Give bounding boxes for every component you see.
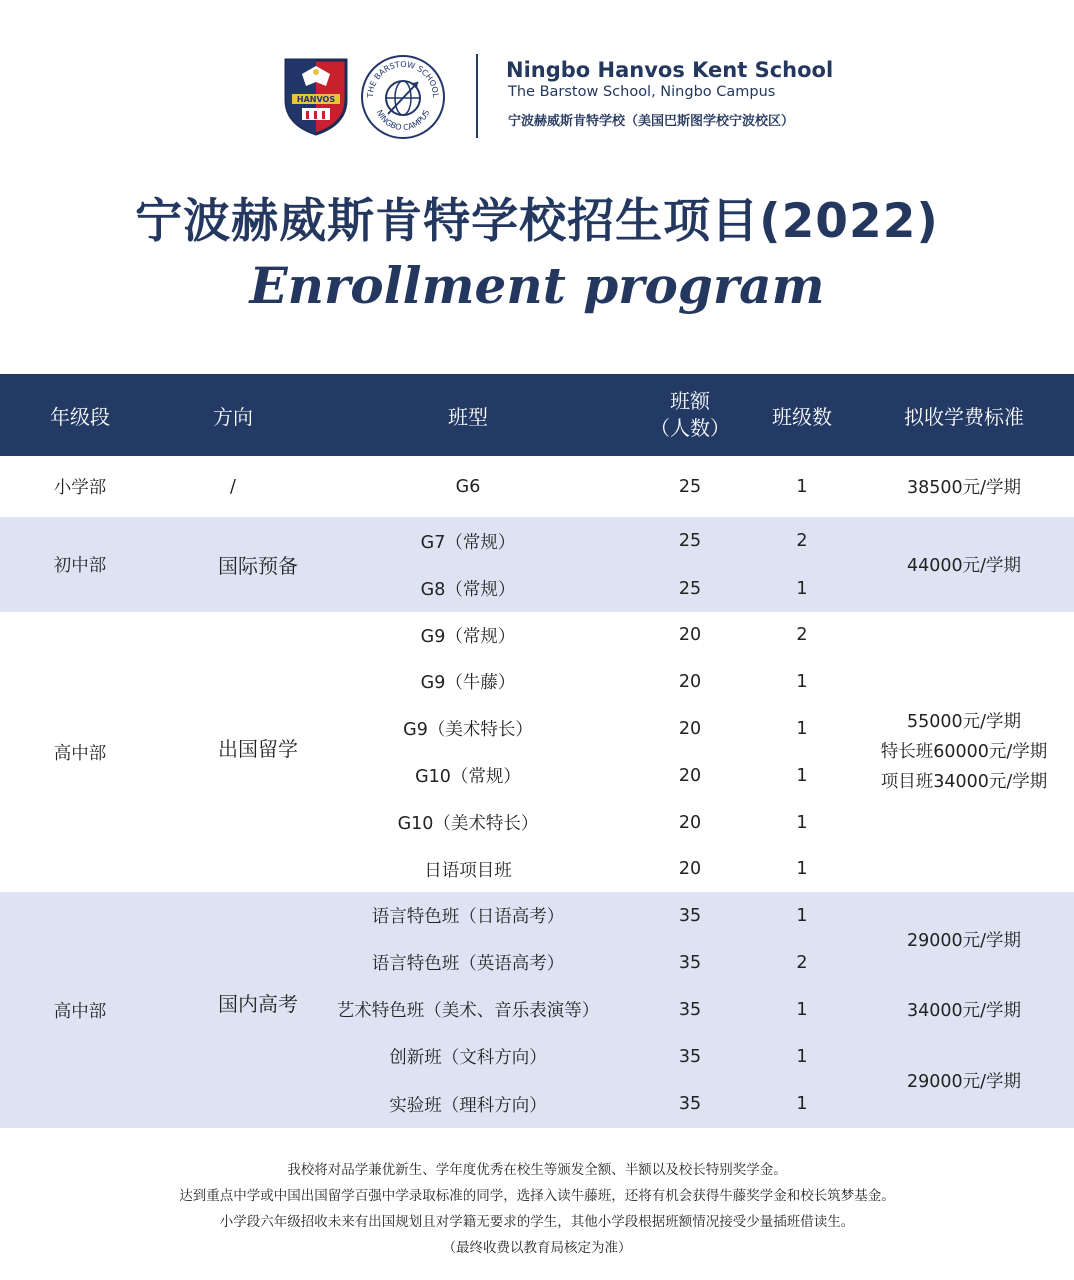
hanvos-crest-logo [282, 56, 350, 136]
class-count-cell: 2 [796, 531, 808, 551]
class-count-cell: 2 [796, 952, 808, 973]
school-subtitle-en: The Barstow School, Ningbo Campus [508, 84, 776, 100]
header-quota [630, 374, 750, 456]
class-count-cell: 1 [796, 765, 808, 786]
seal-text-bottom: NINGBO CAMPUS [374, 108, 432, 133]
fee-cell: 38500元/学期 [906, 478, 1022, 498]
class-type-cell: G10（常规） [415, 767, 521, 787]
quota-cell: 25 [678, 476, 702, 497]
crest-banner-text: HANVOS [296, 95, 336, 104]
header-class-count: 班级数 [772, 404, 832, 429]
class-count-cell: 1 [796, 578, 808, 599]
class-type-cell: G8（常规） [420, 580, 516, 600]
header-class-type: 班型 [448, 404, 488, 429]
quota-cell: 35 [678, 952, 702, 973]
class-count-cell: 1 [796, 905, 808, 926]
header-direction: 方向 [213, 404, 253, 429]
quota-cell: 20 [678, 859, 702, 879]
class-type-cell: 日语项目班 [424, 860, 512, 881]
note-scholarship: 我校将对品学兼优新生、学年度优秀在校生等颁发全额、半额以及校长特别奖学金。 [287, 1162, 787, 1178]
school-name-cn: 宁波赫威斯肯特学校（美国巴斯图学校宁波校区） [508, 114, 795, 129]
barstow-seal-logo [360, 54, 446, 140]
grade-cell: 高中部 [53, 743, 107, 764]
class-type-cell: G9（美术特长） [403, 720, 533, 740]
class-count-cell: 1 [796, 718, 808, 739]
class-type-cell: G6 [455, 476, 481, 497]
header-fee: 拟收学费标准 [904, 404, 1024, 429]
direction-cell: / [230, 476, 236, 497]
class-type-cell: 语言特色班（日语高考） [371, 907, 565, 927]
quota-cell: 20 [678, 625, 702, 645]
fee-cell: 34000元/学期 [906, 1001, 1022, 1021]
note-primary-admission: 小学段六年级招收未来有出国规划且对学籍无要求的学生，其他小学段根据班额情况接受少量插班借读生。 [219, 1214, 855, 1230]
direction-cell: 出国留学 [218, 736, 298, 761]
class-type-cell: G9（常规） [420, 626, 516, 647]
quota-cell: 20 [678, 718, 702, 739]
page-title-cn: 宁波赫威斯肯特学校招生项目(2022) [135, 194, 939, 249]
group-middle [0, 517, 1074, 612]
note-final-fees: （最终收费以教育局核定为准） [442, 1240, 632, 1256]
class-type-cell: 创新班（文科方向） [389, 1048, 547, 1068]
class-count-cell: 1 [796, 812, 808, 833]
class-type-cell: G9（牛藤） [420, 673, 516, 693]
class-count-cell: 1 [796, 859, 808, 879]
quota-cell: 20 [678, 671, 702, 692]
quota-cell: 35 [678, 905, 702, 926]
quota-cell: 35 [678, 1094, 702, 1114]
grade-cell: 高中部 [53, 1001, 107, 1022]
header-quota-line1: 班额 [670, 389, 710, 413]
direction-cell: 国内高考 [218, 991, 298, 1016]
direction-cell: 国际预备 [218, 554, 298, 578]
class-count-cell: 1 [796, 1046, 808, 1067]
fee-cell: 29000元/学期 [906, 1072, 1022, 1092]
page-header [0, 0, 1074, 160]
class-type-cell: G7（常规） [420, 532, 516, 553]
fee-cell-multi [854, 612, 1074, 892]
class-count-cell: 1 [796, 476, 808, 497]
header-grade: 年级段 [50, 404, 110, 429]
fee-line: 项目班34000元/学期 [880, 772, 1048, 792]
class-count-cell: 2 [796, 625, 808, 645]
class-type-cell: 艺术特色班（美术、音乐表演等） [336, 1001, 600, 1021]
fee-line: 特长班60000元/学期 [880, 742, 1048, 762]
class-type-cell: G10（美术特长） [397, 814, 539, 834]
class-count-cell: 1 [796, 999, 808, 1020]
group-high-abroad [0, 612, 1074, 892]
fee-line: 55000元/学期 [906, 712, 1022, 732]
fee-cell: 44000元/学期 [906, 556, 1022, 576]
grade-cell: 初中部 [53, 556, 107, 576]
class-count-cell: 1 [796, 671, 808, 692]
quota-cell: 25 [678, 578, 702, 599]
class-type-cell: 语言特色班（英语高考） [371, 954, 565, 974]
group-primary [0, 456, 1074, 517]
table-header-row [0, 374, 1074, 456]
quota-cell: 35 [678, 999, 702, 1020]
fee-cell: 29000元/学期 [906, 930, 1022, 951]
note-niuteng: 达到重点中学或中国出国留学百强中学录取标准的同学，选择入读牛藤班，还将有机会获得牛藤奖学金和校长筑梦基金。 [179, 1188, 895, 1204]
quota-cell: 25 [678, 531, 702, 551]
quota-cell: 20 [678, 812, 702, 833]
class-type-cell: 实验班（理科方向） [389, 1095, 547, 1116]
footer-notes [0, 1128, 1074, 1280]
header-divider [476, 54, 478, 138]
group-high-domestic [0, 892, 1074, 1128]
grade-cell: 小学部 [53, 478, 107, 498]
header-quota-line2: （人数） [650, 416, 730, 440]
quota-cell: 35 [678, 1046, 702, 1067]
class-count-cell: 1 [796, 1094, 808, 1114]
school-name-en: Ningbo Hanvos Kent School [506, 58, 834, 82]
page-title-en: Enrollment program [249, 256, 825, 315]
seal-text-top: THE BARSTOW SCHOOL [365, 59, 441, 98]
quota-cell: 20 [678, 765, 702, 786]
